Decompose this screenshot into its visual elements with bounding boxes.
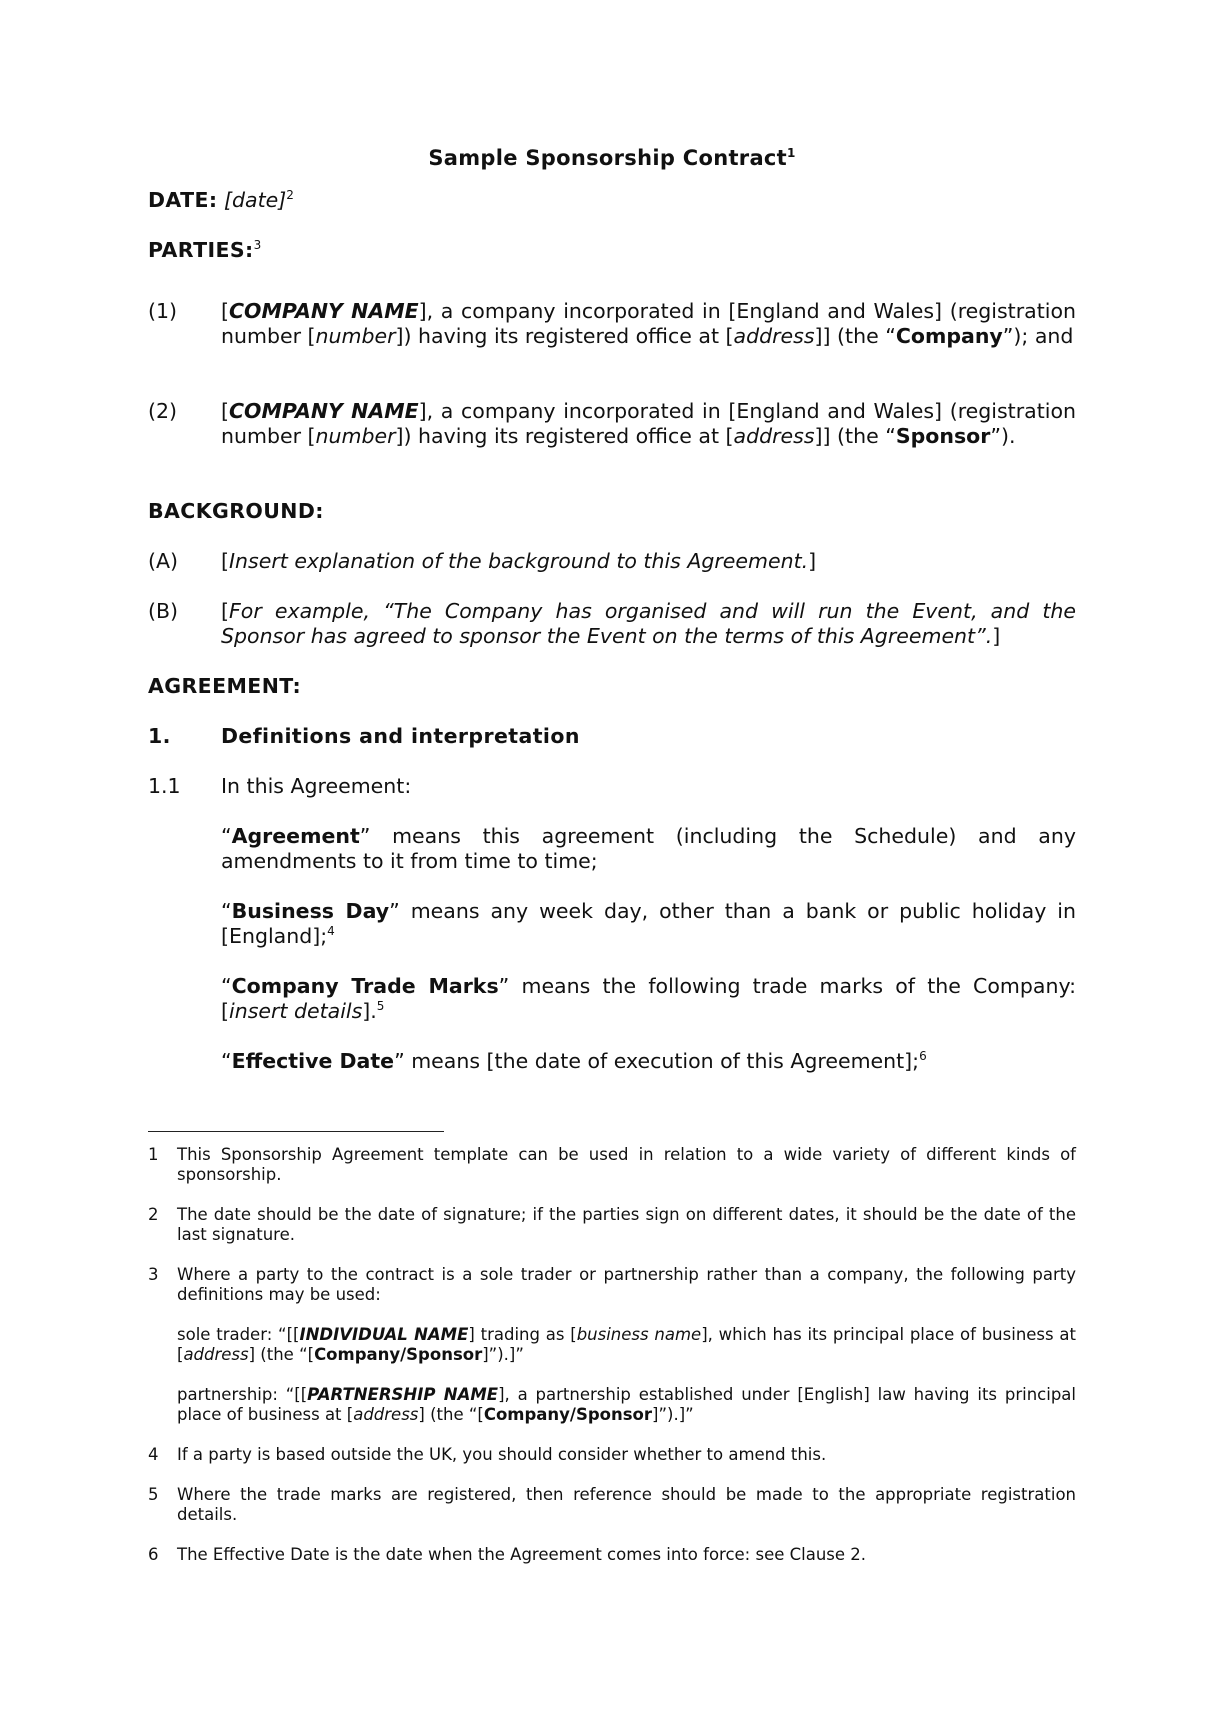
party-2-text: [COMPANY NAME], a company incorporated in [England and Wales] (registration number [number]) having its registered office at [address]] (the “Sponsor”). — [221, 399, 1076, 448]
footnote-ref-1: 1 — [787, 146, 796, 160]
background-heading: BACKGROUND: — [148, 499, 324, 523]
date-line: DATE: [date]$^2$ — [148, 188, 294, 212]
footnote-ref-4: 4 — [327, 924, 335, 939]
definition-company-trade-marks: “Company Trade Marks” means the following trade marks of the Company: [insert details].$^5$ — [221, 974, 1076, 1023]
clause-1-title: Definitions and interpretation — [221, 724, 580, 748]
footnote-ref-2: 2 — [286, 188, 294, 203]
party-1-number: (1) — [148, 299, 178, 323]
definition-effective-date: “Effective Date” means [the date of execution of this Agreement];$^6$ — [221, 1049, 927, 1073]
background-b-text: [For example, “The Company has organised and will run the Event, and the Sponsor has agreed to sponsor the Event on the terms of this Agreement”.] — [221, 599, 1076, 648]
footnote-2-number: 2 — [148, 1205, 159, 1224]
agreement-heading: AGREEMENT: — [148, 674, 302, 698]
clause-1-1-number: 1.1 — [148, 774, 181, 798]
clause-1-number: 1. — [148, 724, 171, 748]
background-a-text: [Insert explanation of the background to this Agreement.] — [221, 549, 817, 573]
footnote-2-text: The date should be the date of signature; if the parties sign on different dates, it should be the date of the last signature. — [177, 1205, 1076, 1244]
background-b-number: (B) — [148, 599, 179, 623]
footnote-5-number: 5 — [148, 1485, 159, 1504]
footnote-ref-6: 6 — [919, 1049, 927, 1064]
footnote-4-number: 4 — [148, 1445, 159, 1464]
document-title: Sample Sponsorship Contract$^1$ — [428, 146, 796, 170]
footnote-6-text: The Effective Date is the date when the Agreement comes into force: see Clause 2. — [177, 1545, 867, 1564]
party-1-text: [COMPANY NAME], a company incorporated in [England and Wales] (registration number [number]) having its registered office at [address]] (the “Company”); and — [221, 299, 1076, 348]
footnote-separator — [148, 1131, 444, 1132]
party-2-number: (2) — [148, 399, 178, 423]
parties-heading: PARTIES:$^3$ — [148, 238, 262, 262]
footnote-4-text: If a party is based outside the UK, you should consider whether to amend this. — [177, 1445, 827, 1464]
clause-1-1-text: In this Agreement: — [221, 774, 412, 798]
footnote-ref-5: 5 — [376, 999, 385, 1014]
date-placeholder: [date] — [224, 188, 287, 212]
footnote-3-sole-trader: sole trader: “[[INDIVIDUAL NAME] trading as [business name], which has its principal place of business at [address] (the “[Company/Sponsor]”).]” — [177, 1325, 1076, 1364]
footnote-ref-3: 3 — [253, 238, 262, 253]
background-a-number: (A) — [148, 549, 179, 573]
footnote-3-number: 3 — [148, 1265, 159, 1284]
definition-agreement: “Agreement” means this agreement (including the Schedule) and any amendments to it from time to time; — [221, 824, 1076, 873]
footnote-3-partnership: partnership: “[[PARTNERSHIP NAME], a partnership established under [English] law having its principal place of business at [address] (the “[Company/Sponsor]”).]” — [177, 1385, 1076, 1424]
footnote-5-text: Where the trade marks are registered, then reference should be made to the appropriate registration details. — [177, 1485, 1076, 1524]
footnote-1-text: This Sponsorship Agreement template can be used in relation to a wide variety of different kinds of sponsorship. — [177, 1145, 1076, 1184]
footnote-3-text: Where a party to the contract is a sole trader or partnership rather than a company, the following party definitions may be used: — [177, 1265, 1076, 1304]
footnote-1-number: 1 — [148, 1145, 159, 1164]
definition-business-day: “Business Day” means any week day, other than a bank or public holiday in [England];$^4$ — [221, 899, 1076, 948]
footnote-6-number: 6 — [148, 1545, 159, 1564]
